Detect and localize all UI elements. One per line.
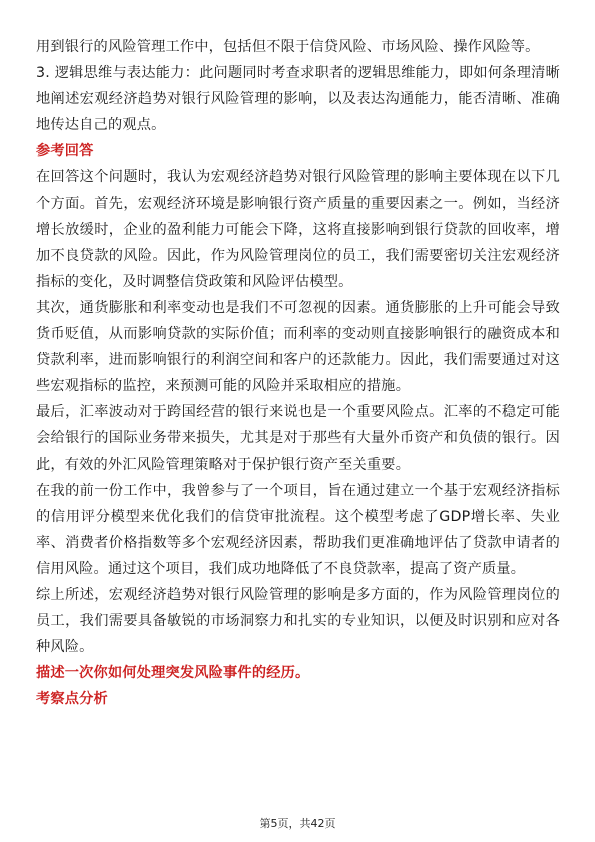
document-body <box>36 34 560 712</box>
assessment-point-3: 3. 逻辑思维与表达能力：此问题同时考查求职者的逻辑思维能力，即如何条理清晰地阐述宏观经济趋势对银行风险管理的影响，以及表达沟通能力，能否清晰、准确地传达自己的观点。 <box>36 65 560 134</box>
intro-continued-line: 用到银行的风险管理工作中，包括但不限于信贷风险、市场风险、操作风险等。 <box>36 39 540 55</box>
answer-paragraph: 其次，通货膨胀和利率变动也是我们不可忽视的因素。通货膨胀的上升可能会导致货币贬值，从而影响贷款的实际价值；而利率的变动则直接影响银行的融资成本和贷款利率，进而影响银行的利润空间和客户的还款能力。因此，我们需要通过对这些宏观指标的监控，来预测可能的风险并采取相应的措施。 <box>36 299 560 395</box>
reference-answer-heading: 参考回答 <box>36 143 94 160</box>
answer-paragraph: 最后，汇率波动对于跨国经营的银行来说也是一个重要风险点。汇率的不稳定可能会给银行的国际业务带来损失，尤其是对于那些有大量外币资产和负债的银行。因此，有效的外汇风险管理策略对于保护银行资产至关重要。 <box>36 404 560 473</box>
next-question-heading: 描述一次你如何处理突发风险事件的经历。 <box>36 665 310 682</box>
answer-paragraph: 在回答这个问题时，我认为宏观经济趋势对银行风险管理的影响主要体现在以下几个方面。首先，宏观经济环境是影响银行资产质量的重要因素之一。例如，当经济增长放缓时，企业的盈利能力可能会下降，这将直接影响到银行贷款的回收率，增加不良贷款的风险。因此，作为风险管理岗位的员工，我们需要密切关注宏观经济指标的变化，及时调整信贷政策和风险评估模型。 <box>36 169 560 290</box>
answer-paragraph: 在我的前一份工作中，我曾参与了一个项目，旨在通过建立一个基于宏观经济指标的信用评分模型来优化我们的信贷审批流程。这个模型考虑了GDP增长率、失业率、消费者价格指数等多个宏观经济因素，帮助我们更准确地评估了贷款申请者的信用风险。通过这个项目，我们成功地降低了不良贷款率，提高了资产质量。 <box>36 482 560 577</box>
analysis-heading: 考察点分析 <box>36 691 108 708</box>
page-number-footer: 第5页，共42页 <box>259 817 336 830</box>
answer-paragraph: 综上所述，宏观经济趋势对银行风险管理的影响是多方面的，作为风险管理岗位的员工，我们需要具备敏锐的市场洞察力和扎实的专业知识，以便及时识别和应对各种风险。 <box>36 586 560 656</box>
